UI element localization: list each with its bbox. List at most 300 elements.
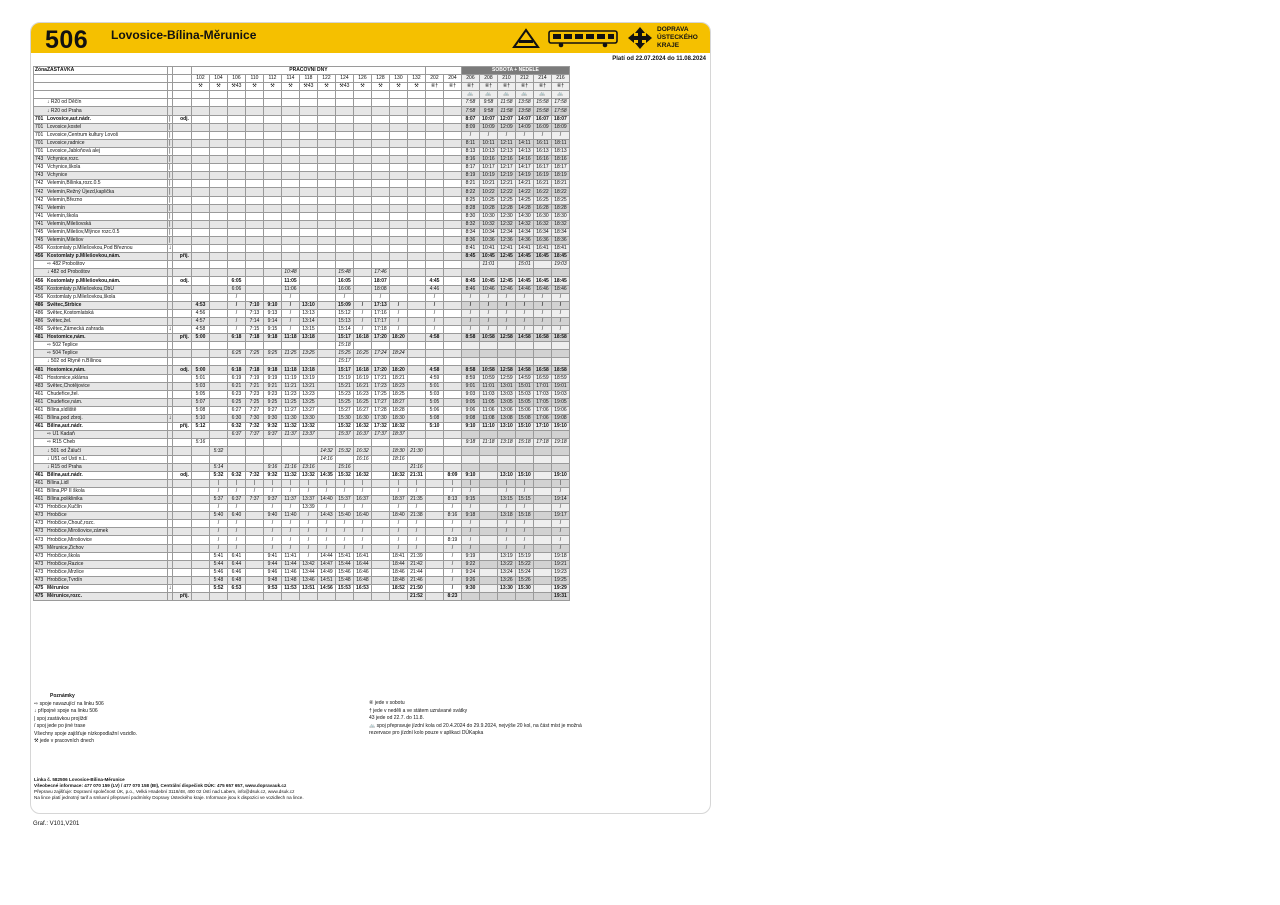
time-cell bbox=[281, 447, 299, 455]
time-cell: 8:22 bbox=[461, 188, 479, 196]
time-cell: 6:06 bbox=[227, 285, 245, 293]
time-cell bbox=[317, 131, 335, 139]
time-cell bbox=[389, 180, 407, 188]
time-cell: 10:45 bbox=[479, 277, 497, 285]
arr-dep-label bbox=[172, 504, 191, 512]
time-cell bbox=[353, 261, 371, 269]
time-cell: 16:32 bbox=[353, 423, 371, 431]
time-cell: 19:03 bbox=[551, 261, 569, 269]
zone-cell: 461 bbox=[34, 390, 47, 398]
stop-name: Hrobčice,Chouč,rozc. bbox=[47, 520, 168, 528]
time-cell: 13:03 bbox=[497, 390, 515, 398]
time-cell: / bbox=[389, 326, 407, 334]
time-cell bbox=[353, 147, 371, 155]
time-cell bbox=[227, 212, 245, 220]
time-cell: 9:18 bbox=[263, 366, 281, 374]
time-cell: 14:32 bbox=[317, 447, 335, 455]
zone-cell: 481 bbox=[34, 374, 47, 382]
time-cell bbox=[353, 277, 371, 285]
time-cell bbox=[533, 552, 551, 560]
time-cell: / bbox=[461, 309, 479, 317]
time-cell bbox=[443, 269, 461, 277]
time-cell: / bbox=[281, 326, 299, 334]
time-cell: 13:10 bbox=[497, 423, 515, 431]
time-cell: 14:40 bbox=[317, 495, 335, 503]
time-cell bbox=[245, 107, 263, 115]
time-cell: 14:09 bbox=[515, 123, 533, 131]
time-cell: | bbox=[335, 479, 353, 487]
time-cell: 7:19 bbox=[245, 374, 263, 382]
time-cell: / bbox=[209, 504, 227, 512]
time-cell: 15:40 bbox=[335, 512, 353, 520]
time-cell bbox=[353, 204, 371, 212]
time-cell bbox=[407, 107, 425, 115]
trip-day-codes: ⑥† bbox=[425, 83, 443, 91]
time-cell bbox=[389, 123, 407, 131]
time-cell: 5:00 bbox=[191, 334, 209, 342]
time-cell: 14:16 bbox=[515, 156, 533, 164]
time-cell bbox=[335, 455, 353, 463]
time-cell: 14:59 bbox=[515, 374, 533, 382]
time-cell bbox=[533, 585, 551, 593]
note-item: ⇨ spoje navazující na linku 506 bbox=[34, 700, 104, 707]
time-cell bbox=[443, 188, 461, 196]
time-cell bbox=[371, 487, 389, 495]
time-cell bbox=[335, 204, 353, 212]
time-cell bbox=[317, 301, 335, 309]
time-cell bbox=[479, 520, 497, 528]
time-cell: 9:15 bbox=[461, 495, 479, 503]
trip-day-codes: ⑥† bbox=[551, 83, 569, 91]
time-cell bbox=[335, 236, 353, 244]
time-cell: / bbox=[353, 528, 371, 536]
time-cell bbox=[317, 220, 335, 228]
time-cell bbox=[533, 358, 551, 366]
time-cell bbox=[371, 528, 389, 536]
table-row bbox=[34, 147, 570, 155]
table-row bbox=[34, 431, 570, 439]
zone-cell: 486 bbox=[34, 301, 47, 309]
time-cell: 13:10 bbox=[497, 471, 515, 479]
time-cell bbox=[353, 115, 371, 123]
time-cell bbox=[263, 107, 281, 115]
time-cell bbox=[263, 115, 281, 123]
time-cell: 21:31 bbox=[407, 471, 425, 479]
time-cell bbox=[191, 115, 209, 123]
time-cell bbox=[317, 398, 335, 406]
time-cell bbox=[389, 277, 407, 285]
time-cell bbox=[191, 204, 209, 212]
time-cell: 18:11 bbox=[551, 139, 569, 147]
time-cell: / bbox=[299, 528, 317, 536]
time-cell: 5:40 bbox=[209, 512, 227, 520]
time-cell: 11:58 bbox=[497, 99, 515, 107]
time-cell: 21:46 bbox=[407, 576, 425, 584]
time-cell: 17:27 bbox=[371, 398, 389, 406]
time-cell: 14:28 bbox=[515, 204, 533, 212]
notes-left bbox=[34, 693, 137, 746]
time-cell bbox=[425, 479, 443, 487]
time-cell: / bbox=[407, 528, 425, 536]
time-cell: / bbox=[443, 528, 461, 536]
time-cell: 13:51 bbox=[299, 585, 317, 593]
spacer bbox=[172, 83, 191, 91]
time-cell bbox=[515, 350, 533, 358]
stop-name: Měrunice,rozc. bbox=[47, 593, 168, 601]
time-cell: / bbox=[353, 504, 371, 512]
arr-dep-label bbox=[172, 293, 191, 301]
time-cell: 9:58 bbox=[479, 99, 497, 107]
time-cell: 17:05 bbox=[533, 398, 551, 406]
time-cell bbox=[353, 253, 371, 261]
time-cell bbox=[533, 528, 551, 536]
time-cell bbox=[407, 431, 425, 439]
time-cell: 15:10 bbox=[515, 471, 533, 479]
time-cell: 15:48 bbox=[335, 576, 353, 584]
note-item: rezervace pro jízdní kolo pouze v aplikaci DÚKapka bbox=[369, 730, 484, 736]
time-cell bbox=[335, 123, 353, 131]
time-cell: | bbox=[209, 479, 227, 487]
time-cell: 14:41 bbox=[515, 245, 533, 253]
time-cell: 13:25 bbox=[299, 350, 317, 358]
zone-cell: 745 bbox=[34, 228, 47, 236]
time-cell bbox=[209, 334, 227, 342]
time-cell bbox=[443, 293, 461, 301]
stop-name: Bílina,PP II škola bbox=[47, 487, 168, 495]
time-cell bbox=[245, 131, 263, 139]
time-cell bbox=[443, 382, 461, 390]
time-cell: 12:32 bbox=[497, 220, 515, 228]
zone-cell: 461 bbox=[34, 487, 47, 495]
time-cell bbox=[389, 196, 407, 204]
route-arrow: │ bbox=[168, 172, 172, 179]
time-cell: / bbox=[389, 301, 407, 309]
time-cell bbox=[443, 406, 461, 414]
time-cell bbox=[497, 261, 515, 269]
trip-bike-codes bbox=[407, 91, 425, 99]
time-cell bbox=[227, 172, 245, 180]
time-cell: 12:58 bbox=[497, 366, 515, 374]
time-cell bbox=[263, 139, 281, 147]
zone-cell: 473 bbox=[34, 512, 47, 520]
time-cell bbox=[209, 236, 227, 244]
time-cell bbox=[425, 536, 443, 544]
stop-name: Velemín,škola bbox=[47, 212, 168, 220]
time-cell: 15:25 bbox=[335, 350, 353, 358]
time-cell: 7:23 bbox=[245, 390, 263, 398]
time-cell bbox=[497, 269, 515, 277]
time-cell bbox=[551, 455, 569, 463]
time-cell bbox=[335, 180, 353, 188]
time-cell: 8:13 bbox=[443, 495, 461, 503]
trip-numbers: 212 bbox=[515, 75, 533, 83]
time-cell: / bbox=[425, 317, 443, 325]
note-item: 🚲 spoj přepravuje jízdní kola od 20.4.2024 do 29.9.2024, nejvýše 20 kol, na část míst je možná bbox=[369, 722, 582, 729]
time-cell: 21:42 bbox=[407, 560, 425, 568]
time-cell bbox=[425, 560, 443, 568]
time-cell: 18:22 bbox=[551, 188, 569, 196]
route-arrow: │ bbox=[168, 188, 172, 195]
time-cell bbox=[533, 269, 551, 277]
time-cell bbox=[461, 342, 479, 350]
time-cell: 10:36 bbox=[479, 236, 497, 244]
time-cell: 9:03 bbox=[461, 390, 479, 398]
time-cell bbox=[515, 593, 533, 601]
time-cell: / bbox=[281, 487, 299, 495]
brand-cross-arrows-icon bbox=[627, 26, 653, 50]
time-cell bbox=[443, 301, 461, 309]
time-cell: 11:37 bbox=[281, 495, 299, 503]
arr-dep-label bbox=[172, 479, 191, 487]
zone-cell: 486 bbox=[34, 309, 47, 317]
route-arrow: ↓ bbox=[168, 585, 172, 592]
zone-cell: 456 bbox=[34, 245, 47, 253]
time-cell bbox=[461, 455, 479, 463]
time-cell: / bbox=[389, 317, 407, 325]
time-cell: / bbox=[335, 528, 353, 536]
time-cell bbox=[479, 536, 497, 544]
time-cell bbox=[317, 139, 335, 147]
time-cell: / bbox=[281, 520, 299, 528]
time-cell bbox=[209, 293, 227, 301]
route-arrow: │ bbox=[168, 212, 172, 219]
time-cell bbox=[281, 593, 299, 601]
time-cell bbox=[227, 115, 245, 123]
time-cell: 16:37 bbox=[353, 431, 371, 439]
time-cell: 13:18 bbox=[497, 439, 515, 447]
time-cell: 8:32 bbox=[461, 220, 479, 228]
time-cell: 8:34 bbox=[461, 228, 479, 236]
group-weekend: SOBOTA + NEDĚLE bbox=[461, 67, 569, 75]
zone-cell bbox=[34, 358, 47, 366]
time-cell: 14:32 bbox=[515, 220, 533, 228]
time-cell bbox=[227, 220, 245, 228]
time-cell: / bbox=[551, 487, 569, 495]
time-cell: 16:23 bbox=[353, 390, 371, 398]
time-cell: / bbox=[353, 309, 371, 317]
time-cell: 5:37 bbox=[209, 495, 227, 503]
table-row bbox=[34, 544, 570, 552]
time-cell: 13:58 bbox=[515, 107, 533, 115]
time-cell bbox=[263, 253, 281, 261]
graf-label: Graf.: V101,V201 bbox=[33, 821, 80, 827]
time-cell bbox=[389, 131, 407, 139]
table-row bbox=[34, 512, 570, 520]
arr-dep-label bbox=[172, 536, 191, 544]
time-cell: 14:58 bbox=[515, 366, 533, 374]
time-cell bbox=[371, 358, 389, 366]
time-cell bbox=[263, 196, 281, 204]
time-cell bbox=[227, 107, 245, 115]
trip-bike-codes bbox=[227, 91, 245, 99]
time-cell bbox=[191, 552, 209, 560]
time-cell bbox=[353, 220, 371, 228]
time-cell bbox=[371, 99, 389, 107]
stop-name: ⇨ 504 Teplice bbox=[47, 350, 168, 358]
time-cell: / bbox=[227, 293, 245, 301]
stop-name: Měrunice,Žichov bbox=[47, 544, 168, 552]
time-cell bbox=[227, 180, 245, 188]
time-cell bbox=[263, 236, 281, 244]
time-cell: 8:58 bbox=[461, 366, 479, 374]
time-cell: 13:37 bbox=[299, 431, 317, 439]
time-cell: / bbox=[317, 487, 335, 495]
time-cell: 8:21 bbox=[461, 180, 479, 188]
time-cell bbox=[443, 204, 461, 212]
time-cell bbox=[191, 560, 209, 568]
zone-cell: 742 bbox=[34, 188, 47, 196]
time-cell: 7:18 bbox=[245, 366, 263, 374]
time-cell bbox=[299, 455, 317, 463]
trip-day-codes: ⑥† bbox=[479, 83, 497, 91]
time-cell bbox=[245, 253, 263, 261]
time-cell: / bbox=[461, 326, 479, 334]
time-cell bbox=[209, 164, 227, 172]
time-cell bbox=[443, 212, 461, 220]
table-row bbox=[34, 479, 570, 487]
time-cell: 12:22 bbox=[497, 188, 515, 196]
arr-dep-label bbox=[172, 431, 191, 439]
time-cell: 13:01 bbox=[497, 382, 515, 390]
time-cell: 11:19 bbox=[281, 374, 299, 382]
time-cell bbox=[281, 107, 299, 115]
time-cell bbox=[209, 431, 227, 439]
time-cell: 9:18 bbox=[263, 334, 281, 342]
time-cell: 21:38 bbox=[407, 512, 425, 520]
time-cell bbox=[191, 261, 209, 269]
time-cell bbox=[353, 269, 371, 277]
time-cell bbox=[281, 147, 299, 155]
time-cell: 16:46 bbox=[353, 568, 371, 576]
time-cell bbox=[191, 487, 209, 495]
time-cell: 16:28 bbox=[533, 204, 551, 212]
time-cell: / bbox=[515, 131, 533, 139]
time-cell: / bbox=[497, 504, 515, 512]
time-cell: / bbox=[497, 326, 515, 334]
time-cell bbox=[317, 115, 335, 123]
time-cell: 18:09 bbox=[551, 123, 569, 131]
time-cell bbox=[299, 293, 317, 301]
time-cell bbox=[209, 156, 227, 164]
time-cell bbox=[245, 285, 263, 293]
time-cell: 11:25 bbox=[281, 398, 299, 406]
time-cell bbox=[389, 293, 407, 301]
time-cell bbox=[335, 172, 353, 180]
trip-bike-codes bbox=[317, 91, 335, 99]
time-cell bbox=[299, 269, 317, 277]
route-arrow: │ bbox=[168, 237, 172, 244]
time-cell bbox=[407, 115, 425, 123]
bus-icon bbox=[547, 28, 619, 48]
time-cell: / bbox=[515, 317, 533, 325]
time-cell: 6:19 bbox=[227, 374, 245, 382]
time-cell: 9:13 bbox=[263, 309, 281, 317]
time-cell bbox=[479, 342, 497, 350]
time-cell: 14:47 bbox=[317, 560, 335, 568]
time-cell: / bbox=[443, 576, 461, 584]
footer-line: Všeobecné informace: 477 070 159 (LV) / 477 070 158 (BI), Centrální dispečink DÚK: 475 657 657, www.dopravauk.cz bbox=[34, 783, 287, 788]
route-arrow: │ bbox=[168, 131, 172, 138]
time-cell: 9:19 bbox=[461, 552, 479, 560]
time-cell: 10:16 bbox=[479, 156, 497, 164]
time-cell: / bbox=[497, 544, 515, 552]
time-cell: / bbox=[281, 293, 299, 301]
arr-dep-label bbox=[172, 358, 191, 366]
time-cell bbox=[443, 334, 461, 342]
time-cell: 8:07 bbox=[461, 115, 479, 123]
time-cell: 16:45 bbox=[533, 277, 551, 285]
time-cell: 6:25 bbox=[227, 398, 245, 406]
table-row bbox=[34, 585, 570, 593]
route-arrow: │ bbox=[168, 139, 172, 146]
time-cell bbox=[479, 528, 497, 536]
time-cell: 10:19 bbox=[479, 172, 497, 180]
time-cell bbox=[551, 431, 569, 439]
time-cell bbox=[425, 487, 443, 495]
table-row bbox=[34, 568, 570, 576]
time-cell: 9:01 bbox=[461, 382, 479, 390]
time-cell: / bbox=[461, 520, 479, 528]
time-cell: 14:45 bbox=[515, 277, 533, 285]
time-cell: / bbox=[515, 487, 533, 495]
time-cell bbox=[407, 317, 425, 325]
time-cell bbox=[281, 99, 299, 107]
time-cell bbox=[389, 358, 407, 366]
time-cell bbox=[353, 156, 371, 164]
time-cell bbox=[245, 188, 263, 196]
arr-dep-label bbox=[172, 123, 191, 131]
time-cell bbox=[317, 204, 335, 212]
table-row bbox=[34, 471, 570, 479]
time-cell: / bbox=[227, 326, 245, 334]
arr-dep-label bbox=[172, 180, 191, 188]
time-cell bbox=[407, 99, 425, 107]
zone-cell bbox=[34, 455, 47, 463]
arr-dep-label bbox=[172, 390, 191, 398]
zone-cell: 486 bbox=[34, 326, 47, 334]
table-row bbox=[34, 188, 570, 196]
time-cell: 12:21 bbox=[497, 180, 515, 188]
zone-cell: 741 bbox=[34, 204, 47, 212]
stop-name: Bílina,Lidl bbox=[47, 479, 168, 487]
time-cell bbox=[533, 495, 551, 503]
time-cell: 18:40 bbox=[389, 512, 407, 520]
arr-dep-label bbox=[172, 99, 191, 107]
time-cell: 14:34 bbox=[515, 228, 533, 236]
arr-dep-label bbox=[172, 164, 191, 172]
time-cell: / bbox=[317, 528, 335, 536]
time-cell bbox=[407, 204, 425, 212]
time-cell bbox=[281, 172, 299, 180]
time-cell: / bbox=[335, 544, 353, 552]
time-cell bbox=[443, 115, 461, 123]
time-cell bbox=[479, 487, 497, 495]
stop-name: ↓ 482 od Proboštov bbox=[47, 269, 168, 277]
trip-day-codes: ⚒ bbox=[263, 83, 281, 91]
brand-line: DOPRAVA bbox=[657, 26, 689, 33]
table-row bbox=[34, 528, 570, 536]
time-cell bbox=[407, 277, 425, 285]
stop-name: Bílina,aut.nádr. bbox=[47, 471, 168, 479]
time-cell: 6:18 bbox=[227, 366, 245, 374]
zone-cell bbox=[34, 447, 47, 455]
time-cell: / bbox=[389, 544, 407, 552]
time-cell bbox=[245, 228, 263, 236]
time-cell bbox=[425, 139, 443, 147]
line-number: 506 bbox=[45, 26, 89, 54]
time-cell bbox=[533, 350, 551, 358]
time-cell bbox=[425, 431, 443, 439]
